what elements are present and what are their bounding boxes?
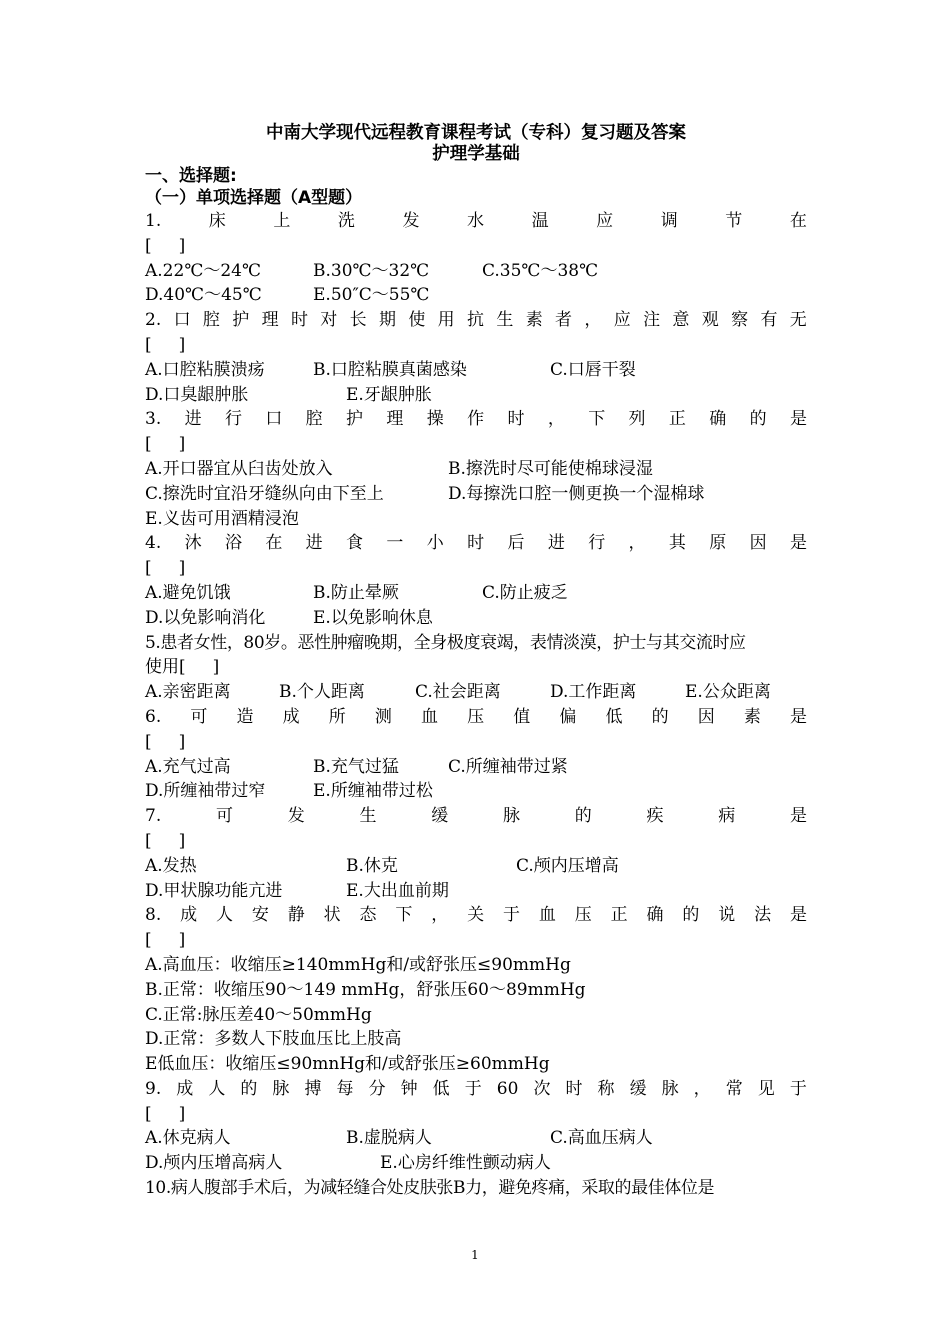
stem-character: 造: [236, 706, 254, 727]
stem-character: 节: [725, 211, 743, 231]
stem-character: 进: [184, 409, 202, 430]
section-heading: 一、选择题:: [145, 166, 237, 186]
question-7-answer-bracket: [ ]: [145, 830, 186, 851]
document-body: [145, 123, 807, 1201]
option: A.避免饥饿: [145, 582, 231, 603]
stem-character: 行: [224, 409, 242, 430]
stem-character: 血: [420, 706, 438, 727]
stem-character: 所: [328, 706, 346, 727]
question-9-options-row: [145, 1126, 807, 1151]
stem-character: 素: [525, 310, 543, 331]
stem-character: ，: [693, 1078, 711, 1099]
stem-character: 值: [513, 706, 531, 727]
question-7-stem: [145, 804, 807, 829]
stem-character: 护: [346, 409, 364, 430]
stem-character: ，: [584, 310, 602, 331]
option: E.公众距离: [685, 682, 771, 703]
stem-character: 观: [701, 310, 719, 331]
option: C.社会距离: [415, 682, 501, 703]
stem-character: 2.: [145, 310, 162, 331]
stem-character: 生: [359, 806, 377, 827]
stem-character: 生: [496, 310, 514, 331]
question-5-options-row: [145, 680, 807, 705]
stem-character: 是: [789, 533, 807, 554]
stem-character: 腔: [305, 409, 323, 430]
stem-character: 口: [173, 310, 191, 331]
stem-character: 于: [464, 1078, 482, 1099]
option: C.正常:脉压差40～50mmHg: [145, 1004, 372, 1025]
option: D.40℃～45℃: [145, 285, 262, 306]
stem-character: 时: [467, 533, 485, 554]
stem-character: 腔: [202, 310, 220, 331]
option: A.高血压：收缩压≥140mmHg和/或舒张压≤90mmHg: [145, 954, 571, 975]
stem-character: 可: [190, 706, 208, 727]
stem-character: 次: [533, 1078, 551, 1099]
stem-character: 的: [749, 409, 767, 430]
stem-character: 4.: [145, 533, 162, 554]
option: E.义齿可用酒精浸泡: [145, 508, 299, 529]
stem-character: 发: [287, 806, 305, 827]
stem-character: 因: [749, 533, 767, 554]
stem-character: 1.: [145, 211, 162, 231]
question-1-options-row: [145, 283, 807, 308]
stem-character: 脉: [661, 1078, 679, 1099]
stem-character: 进: [547, 533, 565, 554]
stem-character: 确: [709, 409, 727, 430]
stem-character: 成: [176, 1078, 194, 1099]
stem-character: 食: [346, 533, 364, 554]
stem-character: 成: [180, 905, 198, 926]
option: A.22℃～24℃: [145, 260, 261, 281]
stem-character: 确: [646, 905, 664, 926]
stem-character: 用: [437, 310, 455, 331]
stem-character: 沐: [184, 533, 202, 554]
question-6-answer-bracket: [ ]: [145, 731, 186, 752]
stem-character: 8.: [145, 905, 162, 926]
stem-character: 口: [265, 409, 283, 430]
option: B.30℃～32℃: [313, 260, 430, 281]
option: A.亲密距离: [145, 682, 231, 703]
option: C.所缠袖带过紧: [448, 756, 568, 777]
question-6-options-row: [145, 779, 807, 804]
stem-character: 使: [408, 310, 426, 331]
stem-character: 脉: [272, 1078, 290, 1099]
stem-character: 疾: [646, 806, 664, 827]
question-6-options-row: [145, 755, 807, 780]
option: A.充气过高: [145, 756, 231, 777]
stem-character: 缓: [629, 1078, 647, 1099]
stem-character: 抗: [467, 310, 485, 331]
option: C.擦洗时宜沿牙缝纵向由下至上: [145, 483, 384, 504]
stem-character: 常: [725, 1078, 743, 1099]
option: E.牙龈肿胀: [346, 384, 432, 405]
stem-character: 理: [386, 409, 404, 430]
option: E低血压：收缩压≤90mnHg和/或舒张压≥60mmHg: [145, 1054, 550, 1075]
stem-character: 注: [643, 310, 661, 331]
stem-character: 正: [668, 409, 686, 430]
question-2-answer-bracket: [ ]: [145, 334, 186, 355]
question-5-stem-line: 5.患者女性，80岁。恶性肿瘤晚期，全身极度衰竭，表情淡漠，护士与其交流时应: [145, 632, 746, 653]
question-5-stem-line: 使用[ ]: [145, 657, 220, 678]
stem-character: 关: [467, 905, 485, 926]
stem-character: 期: [378, 310, 396, 331]
question-2-options-row: [145, 383, 807, 408]
stem-character: 正: [610, 905, 628, 926]
stem-character: 9.: [145, 1078, 162, 1099]
option: B.正常：收缩压90～149 mmHg，舒张压60～89mmHg: [145, 979, 586, 1000]
stem-character: 状: [323, 905, 341, 926]
stem-character: 人: [215, 905, 233, 926]
option: E.以免影响休息: [313, 607, 433, 628]
stem-character: 的: [240, 1078, 258, 1099]
stem-character: 原: [709, 533, 727, 554]
question-1-options-row: [145, 259, 807, 284]
question-9-answer-bracket: [ ]: [145, 1103, 186, 1124]
stem-character: 浴: [224, 533, 242, 554]
stem-character: 后: [507, 533, 525, 554]
stem-character: 发: [402, 211, 420, 231]
stem-character: 称: [597, 1078, 615, 1099]
question-3-options-row: [145, 507, 807, 532]
document-subtitle: 护理学基础: [432, 144, 520, 164]
stem-character: ，: [431, 905, 449, 926]
document-title: 中南大学现代远程教育课程考试（专科）复习题及答案: [266, 123, 686, 143]
option: A.休克病人: [145, 1128, 231, 1149]
stem-character: 血: [538, 905, 556, 926]
option: A.口腔粘膜溃疡: [145, 359, 265, 380]
option: D.颅内压增高病人: [145, 1153, 283, 1174]
stem-character: ，: [547, 409, 565, 430]
question-8-stem: [145, 903, 807, 928]
stem-character: 搏: [304, 1078, 322, 1099]
stem-character: 6.: [145, 706, 162, 727]
stem-character: 成: [282, 706, 300, 727]
stem-character: 7.: [145, 806, 162, 827]
question-4-answer-bracket: [ ]: [145, 558, 186, 579]
stem-character: 说: [718, 905, 736, 926]
stem-character: 理: [261, 310, 279, 331]
stem-character: 静: [287, 905, 305, 926]
stem-character: 是: [789, 409, 807, 430]
stem-character: 是: [789, 905, 807, 926]
stem-character: 对: [320, 310, 338, 331]
stem-character: 温: [531, 211, 549, 231]
stem-character: 低: [605, 706, 623, 727]
question-1-stem: [145, 209, 807, 234]
stem-character: 测: [374, 706, 392, 727]
stem-character: 时: [507, 409, 525, 430]
stem-character: 的: [651, 706, 669, 727]
stem-character: 每: [336, 1078, 354, 1099]
stem-character: 上: [273, 211, 291, 231]
stem-character: 洗: [337, 211, 355, 231]
option: B.口腔粘膜真菌感染: [313, 359, 467, 380]
subsection-heading: （一）单项选择题（A型题）: [145, 188, 363, 208]
option: B.擦洗时尽可能使棉球浸湿: [448, 458, 653, 479]
stem-character: 偏: [559, 706, 577, 727]
stem-character: 意: [672, 310, 690, 331]
option: B.休克: [346, 855, 398, 876]
stem-character: 低: [432, 1078, 450, 1099]
stem-character: 应: [613, 310, 631, 331]
question-9-stem: [145, 1077, 807, 1102]
stem-character: 是: [789, 706, 807, 727]
page-number: 1: [471, 1248, 479, 1262]
option: D.所缠袖带过窄: [145, 781, 266, 802]
question-2-stem: [145, 308, 807, 333]
stem-character: 水: [467, 211, 485, 231]
stem-character: 缓: [431, 806, 449, 827]
stem-character: 法: [754, 905, 772, 926]
question-7-options-row: [145, 854, 807, 879]
option: B.充气过猛: [313, 756, 399, 777]
option: D.每擦洗口腔一侧更换一个湿棉球: [448, 483, 705, 504]
stem-character: 有: [760, 310, 778, 331]
question-7-options-row: [145, 879, 807, 904]
stem-character: 长: [349, 310, 367, 331]
option: D.工作距离: [550, 682, 637, 703]
stem-character: 进: [305, 533, 323, 554]
stem-character: 的: [682, 905, 700, 926]
stem-character: 时: [565, 1078, 583, 1099]
question-3-stem: [145, 407, 807, 432]
question-10-stem-line: 10.病人腹部手术后，为减轻缝合处皮肤张B力，避免疼痛，采取的最佳体位是: [145, 1178, 715, 1199]
option: C.颅内压增高: [516, 855, 619, 876]
stem-character: 一: [386, 533, 404, 554]
stem-character: 无: [789, 310, 807, 331]
question-1-answer-bracket: [ ]: [145, 235, 186, 256]
option: B.防止晕厥: [313, 582, 399, 603]
option: A.发热: [145, 855, 197, 876]
stem-character: 于: [502, 905, 520, 926]
stem-character: 安: [251, 905, 269, 926]
stem-character: 操: [426, 409, 444, 430]
stem-character: 的: [574, 806, 592, 827]
stem-character: 护: [232, 310, 250, 331]
stem-character: 行: [588, 533, 606, 554]
stem-character: ，: [628, 533, 646, 554]
option: C.高血压病人: [550, 1128, 653, 1149]
stem-character: 可: [215, 806, 233, 827]
question-9-options-row: [145, 1151, 807, 1176]
question-3-options-row: [145, 457, 807, 482]
stem-character: 下: [588, 409, 606, 430]
question-2-options-row: [145, 358, 807, 383]
stem-character: 3.: [145, 409, 162, 430]
stem-character: 态: [359, 905, 377, 926]
stem-character: 于: [789, 1078, 807, 1099]
option: E.心房纤维性颤动病人: [380, 1153, 551, 1174]
stem-character: 应: [596, 211, 614, 231]
option: C.35℃～38℃: [482, 260, 599, 281]
question-6-stem: [145, 705, 807, 730]
stem-character: 者: [555, 310, 573, 331]
option: C.口唇干裂: [550, 359, 636, 380]
stem-character: 钟: [400, 1078, 418, 1099]
stem-character: 见: [757, 1078, 775, 1099]
stem-character: 调: [660, 211, 678, 231]
stem-character: 在: [789, 211, 807, 231]
stem-character: 素: [743, 706, 761, 727]
question-8-answer-bracket: [ ]: [145, 930, 186, 951]
option: E.所缠袖带过松: [313, 781, 433, 802]
option: D.甲状腺功能亢进: [145, 880, 283, 901]
stem-character: 因: [697, 706, 715, 727]
option: B.虚脱病人: [346, 1128, 432, 1149]
stem-character: 是: [789, 806, 807, 827]
stem-character: 压: [574, 905, 592, 926]
question-4-options-row: [145, 606, 807, 631]
stem-character: 60: [496, 1078, 519, 1099]
stem-character: 时: [290, 310, 308, 331]
stem-character: 病: [718, 806, 736, 827]
stem-character: 察: [731, 310, 749, 331]
option: D.以免影响消化: [145, 607, 266, 628]
option: C.防止疲乏: [482, 582, 568, 603]
stem-character: 在: [265, 533, 283, 554]
stem-character: 脉: [502, 806, 520, 827]
stem-character: 下: [395, 905, 413, 926]
stem-character: 列: [628, 409, 646, 430]
option: E.大出血前期: [346, 880, 449, 901]
question-4-options-row: [145, 581, 807, 606]
question-3-options-row: [145, 482, 807, 507]
option: E.50″C～55℃: [313, 285, 430, 306]
stem-character: 小: [426, 533, 444, 554]
option: D.正常：多数人下肢血压比上肢高: [145, 1029, 402, 1050]
option: D.口臭龈肿胀: [145, 384, 249, 405]
stem-character: 其: [668, 533, 686, 554]
option: B.个人距离: [279, 682, 365, 703]
stem-character: 分: [368, 1078, 386, 1099]
stem-character: 作: [467, 409, 485, 430]
stem-character: 人: [208, 1078, 226, 1099]
stem-character: 压: [467, 706, 485, 727]
option: A.开口器宜从臼齿处放入: [145, 458, 333, 479]
stem-character: 床: [208, 211, 226, 231]
question-4-stem: [145, 531, 807, 556]
question-3-answer-bracket: [ ]: [145, 434, 186, 455]
